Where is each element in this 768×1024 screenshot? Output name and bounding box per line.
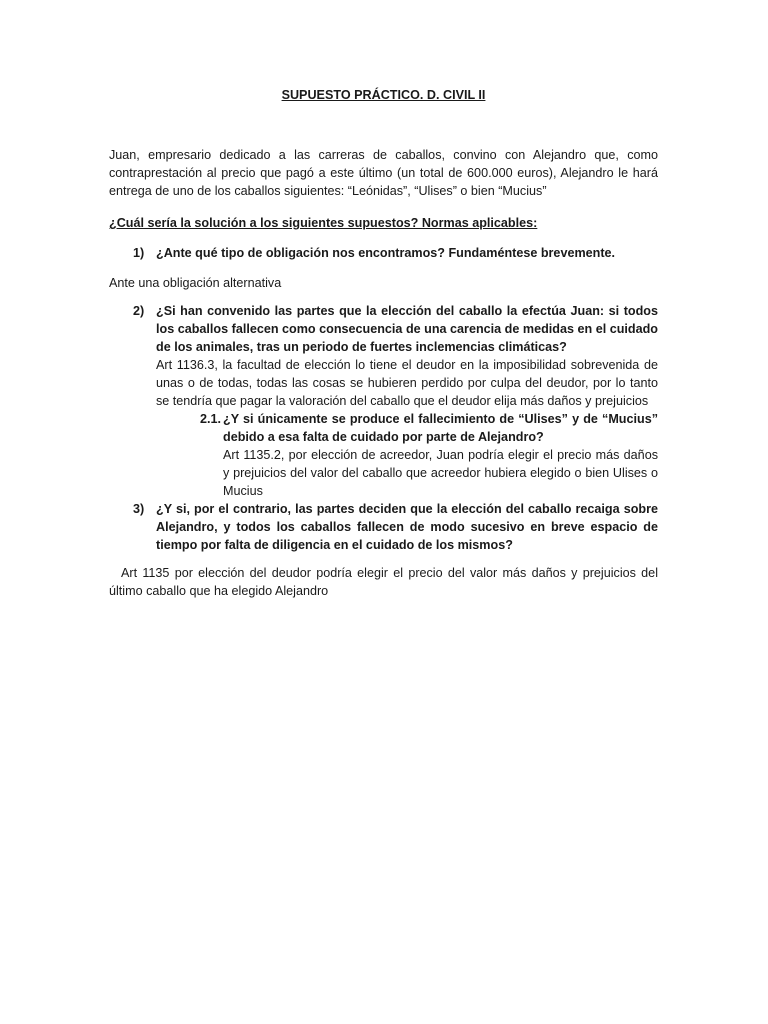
question-2-answer: Art 1136.3, la facultad de elección lo tiene el deudor en la imposibilidad sobrevenida de unas o de todas, todas las cosas se hubieren perdido por culpa del deudor, por lo tanto se tendría que pagar la valoración del caballo que el deudor elija más daños y prejuicios (156, 358, 658, 408)
question-1 (133, 244, 658, 262)
question-2-1-answer: Art 1135.2, por elección de acreedor, Juan podría elegir el precio más daños y prejuicios del valor del caballo que acreedor hubiera elegido o bien Ulises o Mucius (223, 448, 658, 498)
question-3-number: 3) (133, 502, 145, 516)
question-2-body (156, 302, 658, 500)
question-3 (133, 500, 658, 554)
question-2-text: ¿Si han convenido las partes que la elección del caballo la efectúa Juan: si todos los caballos fallecen como consecuencia de una carencia de medidas en el cuidado de los animales, tras un periodo de fuertes inclemencias climáticas? (156, 304, 658, 354)
question-2-1-body (223, 410, 658, 500)
question-2 (133, 302, 658, 500)
question-2-1 (200, 410, 658, 500)
intro-paragraph: Juan, empresario dedicado a las carreras de caballos, convino con Alejandro que, como contraprestación al precio que pagó a este último (un total de 600.000 euros), Alejandro le hará entrega de uno de los caballos siguientes: “Leónidas”, “Ulises” o bien “Mucius” (109, 148, 658, 198)
question-2-1-text: ¿Y si únicamente se produce el fallecimiento de “Ulises” y de “Mucius” debido a esa falta de cuidado por parte de Alejandro? (223, 412, 658, 444)
question-3-text: ¿Y si, por el contrario, las partes deciden que la elección del caballo recaiga sobre Alejandro, y todos los caballos fallecen de modo sucesivo en breve espacio de tiempo por falta de diligencia en el cuidado de los mismos? (156, 502, 658, 552)
question-3-answer: Art 1135 por elección del deudor podría elegir el precio del valor más daños y prejuicios del último caballo que ha elegido Alejandro (109, 566, 658, 598)
document-title: SUPUESTO PRÁCTICO. D. CIVIL II (281, 88, 486, 102)
question-2-number: 2) (133, 304, 145, 318)
question-1-text: ¿Ante qué tipo de obligación nos encontramos? Fundaméntese brevemente. (156, 246, 616, 260)
questions-heading: ¿Cuál sería la solución a los siguientes supuestos? Normas aplicables: (109, 216, 538, 230)
question-2-1-number: 2.1. (200, 412, 222, 426)
question-1-number: 1) (133, 246, 145, 260)
question-1-answer: Ante una obligación alternativa (109, 276, 282, 290)
